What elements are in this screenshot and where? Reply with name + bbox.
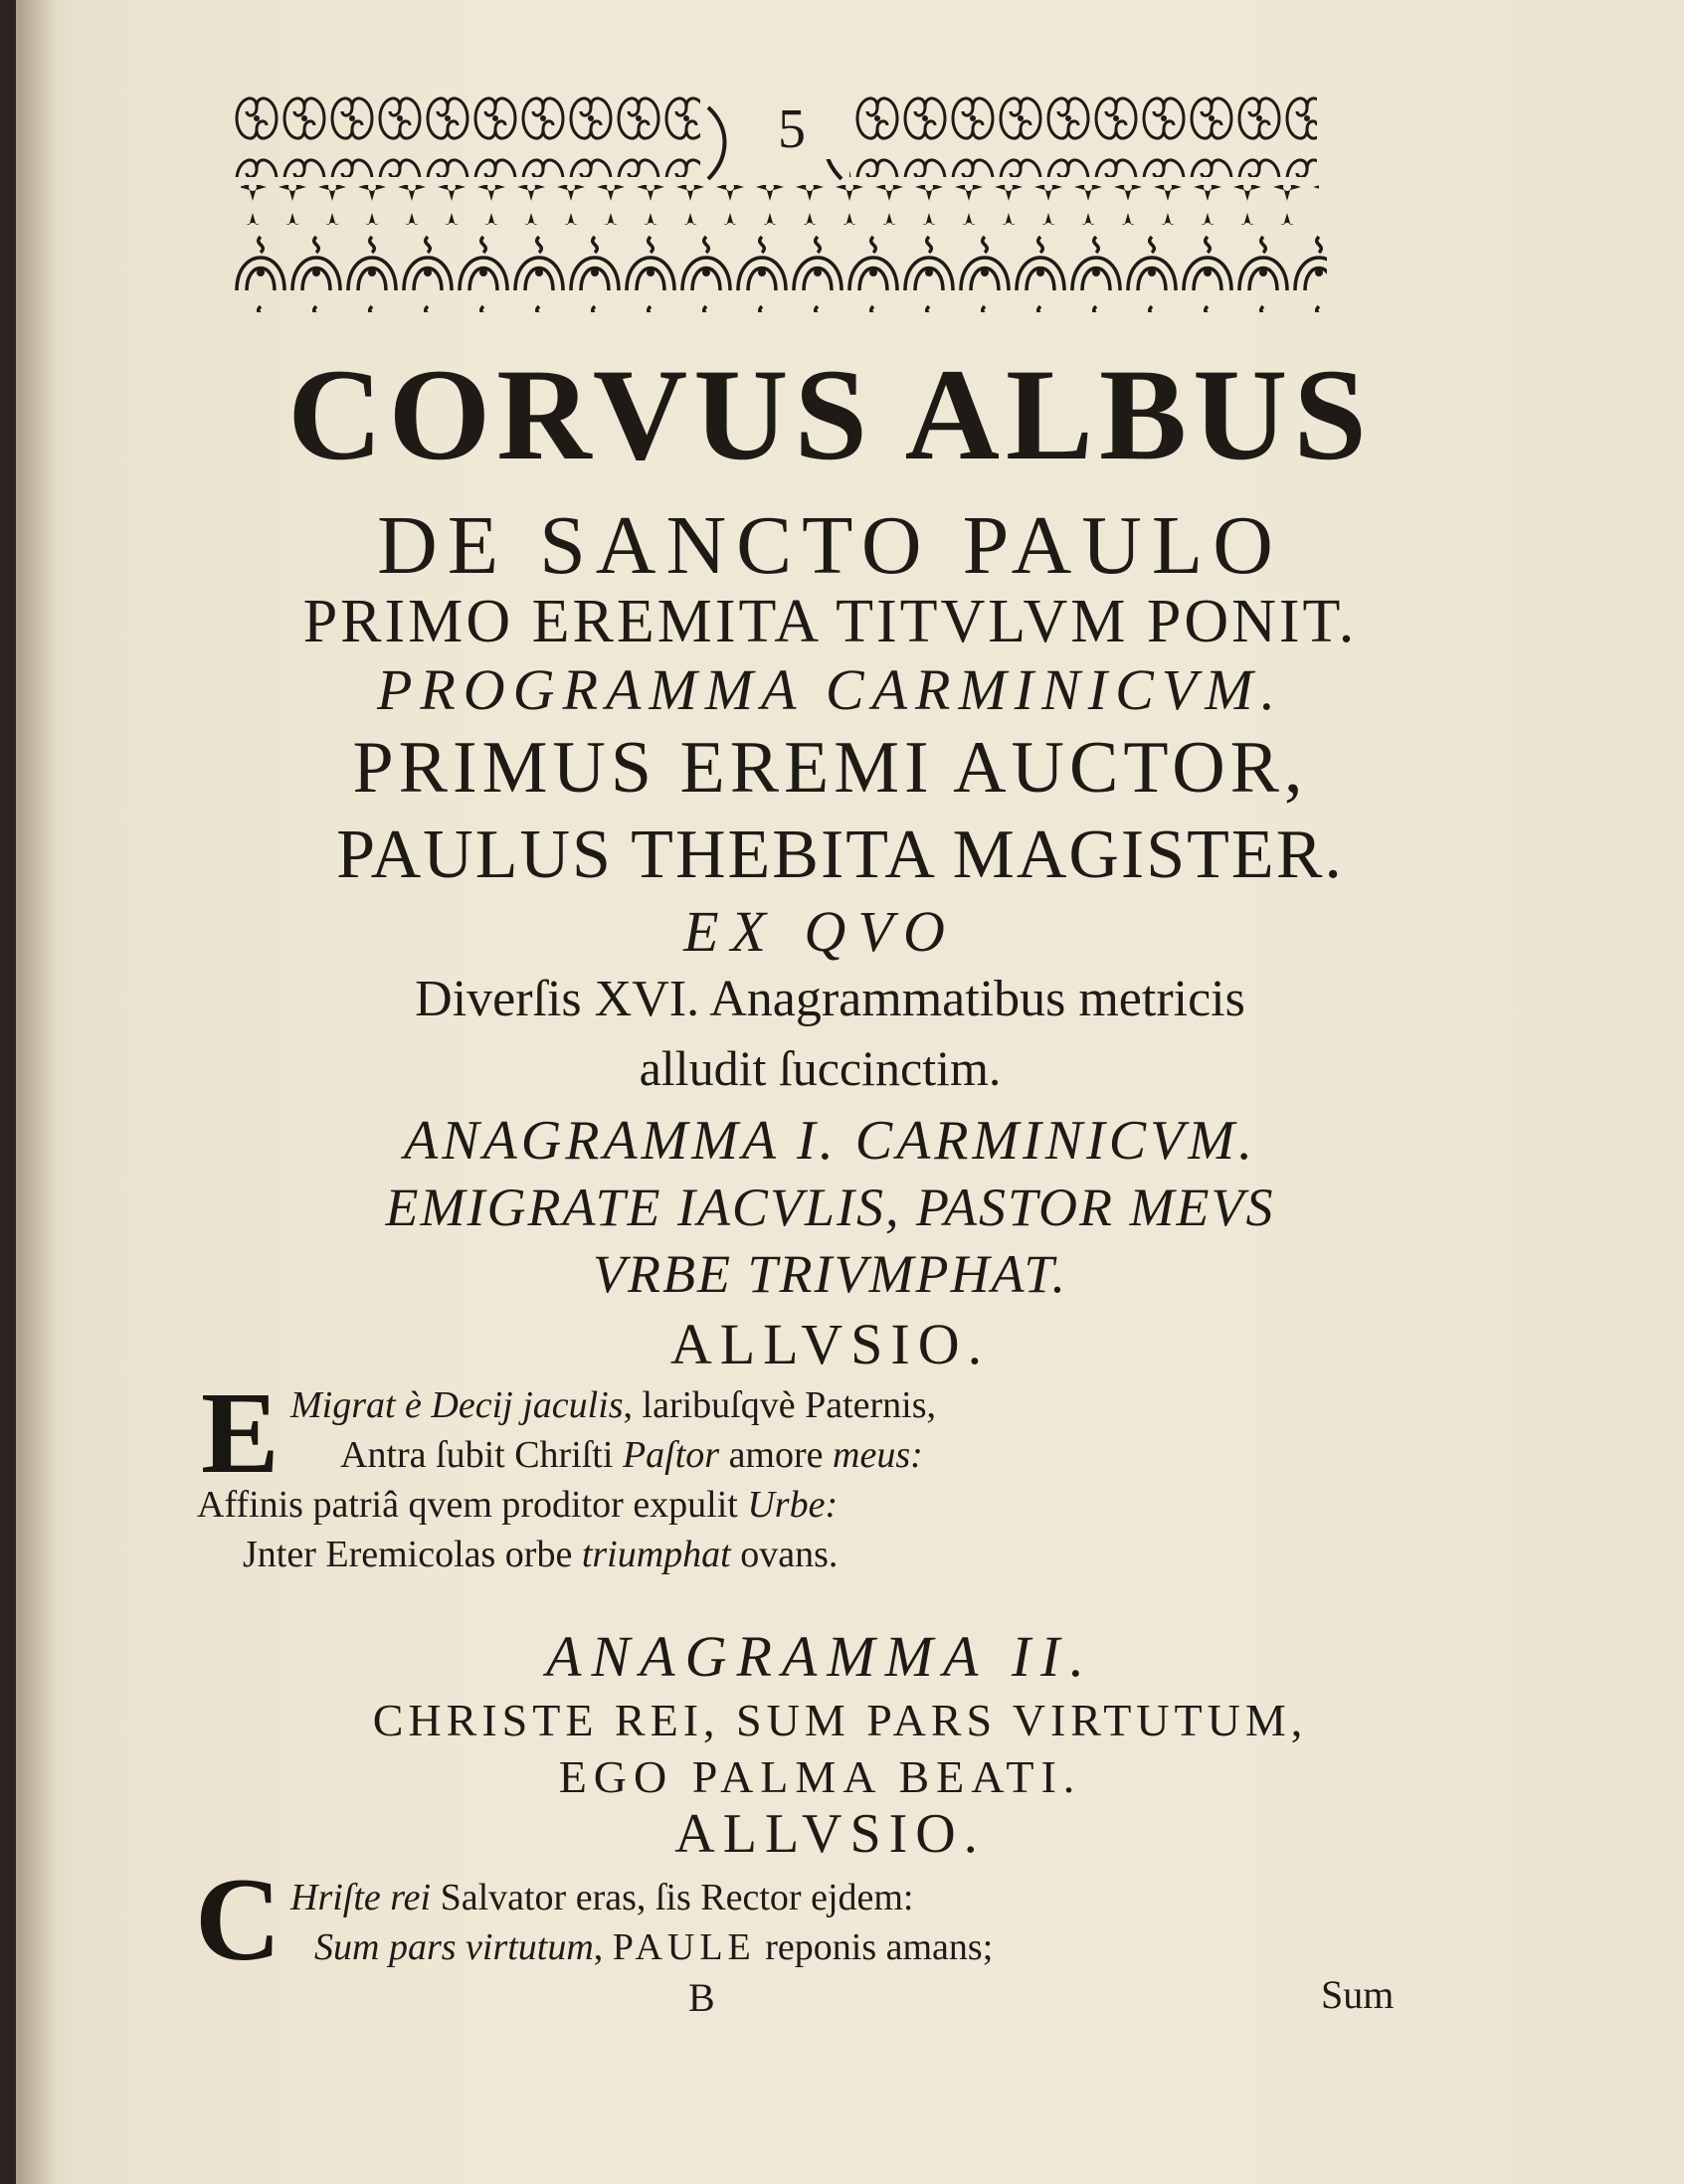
title-line-2: DE SANCTO PAULO — [377, 499, 1283, 592]
drop-cap-e: E — [201, 1367, 280, 1498]
verse-1-line-4: Jnter Eremicolas orbe triumphat ovans. — [243, 1534, 839, 1575]
title-line-3: PRIMO EREMITA TITVLVM PONIT. — [302, 588, 1358, 655]
anagram-1-text-2: VRBE TRIVMPHAT. — [593, 1244, 1067, 1304]
anagram-2-text-2: EGO PALMA BEATI. — [558, 1751, 1082, 1802]
verse-1-line-3: Affinis patriâ qvem proditor expulit Urbe: — [197, 1484, 839, 1526]
verse-2-line-1: Hriſte rei Salvator eras, ſis Rector ejdem: — [290, 1877, 914, 1918]
verse-1-line-2: Antra ſubit Chriſti Paſtor amore meus: — [340, 1434, 923, 1476]
page-number: 5 — [732, 99, 851, 159]
title-main: CORVUS ALBUS — [287, 341, 1373, 487]
signature-mark: B — [688, 1975, 715, 2020]
anagram-2-heading: ANAGRAMMA II. — [546, 1624, 1094, 1689]
anagram-1-heading: ANAGRAMMA I. CARMINICVM. — [403, 1110, 1257, 1172]
title-line-4: PROGRAMMA CARMINICVM. — [376, 657, 1284, 722]
verse-1-line-1: Migrat è Decij jaculis, laribuſqvè Paternis, — [290, 1384, 937, 1426]
anagram-2-text-1: CHRISTE REI, SUM PARS VIRTUTUM, — [372, 1695, 1308, 1745]
title-line-7: EX QVO — [683, 899, 957, 964]
book-page — [16, 0, 1684, 2184]
anagram-1-text-1: EMIGRATE IACVLIS, PASTOR MEVS — [385, 1178, 1275, 1237]
title-line-8: Diverſis XVI. Anagrammatibus metricis — [415, 971, 1245, 1027]
title-line-5: PRIMUS EREMI AUCTOR, — [352, 727, 1308, 809]
catchword: Sum — [1321, 1972, 1395, 2017]
drop-cap-c: C — [195, 1853, 281, 1985]
verse-2-line-2: Sum pars virtutum, PAULE reponis amans; — [314, 1926, 994, 1968]
title-line-6: PAULUS THEBITA MAGISTER. — [336, 817, 1344, 893]
title-line-9: alludit ſuccinctim. — [639, 1040, 1002, 1096]
anagram-1-allusio: ALLVSIO. — [669, 1312, 991, 1376]
anagram-2-allusio: ALLVSIO. — [674, 1803, 986, 1865]
